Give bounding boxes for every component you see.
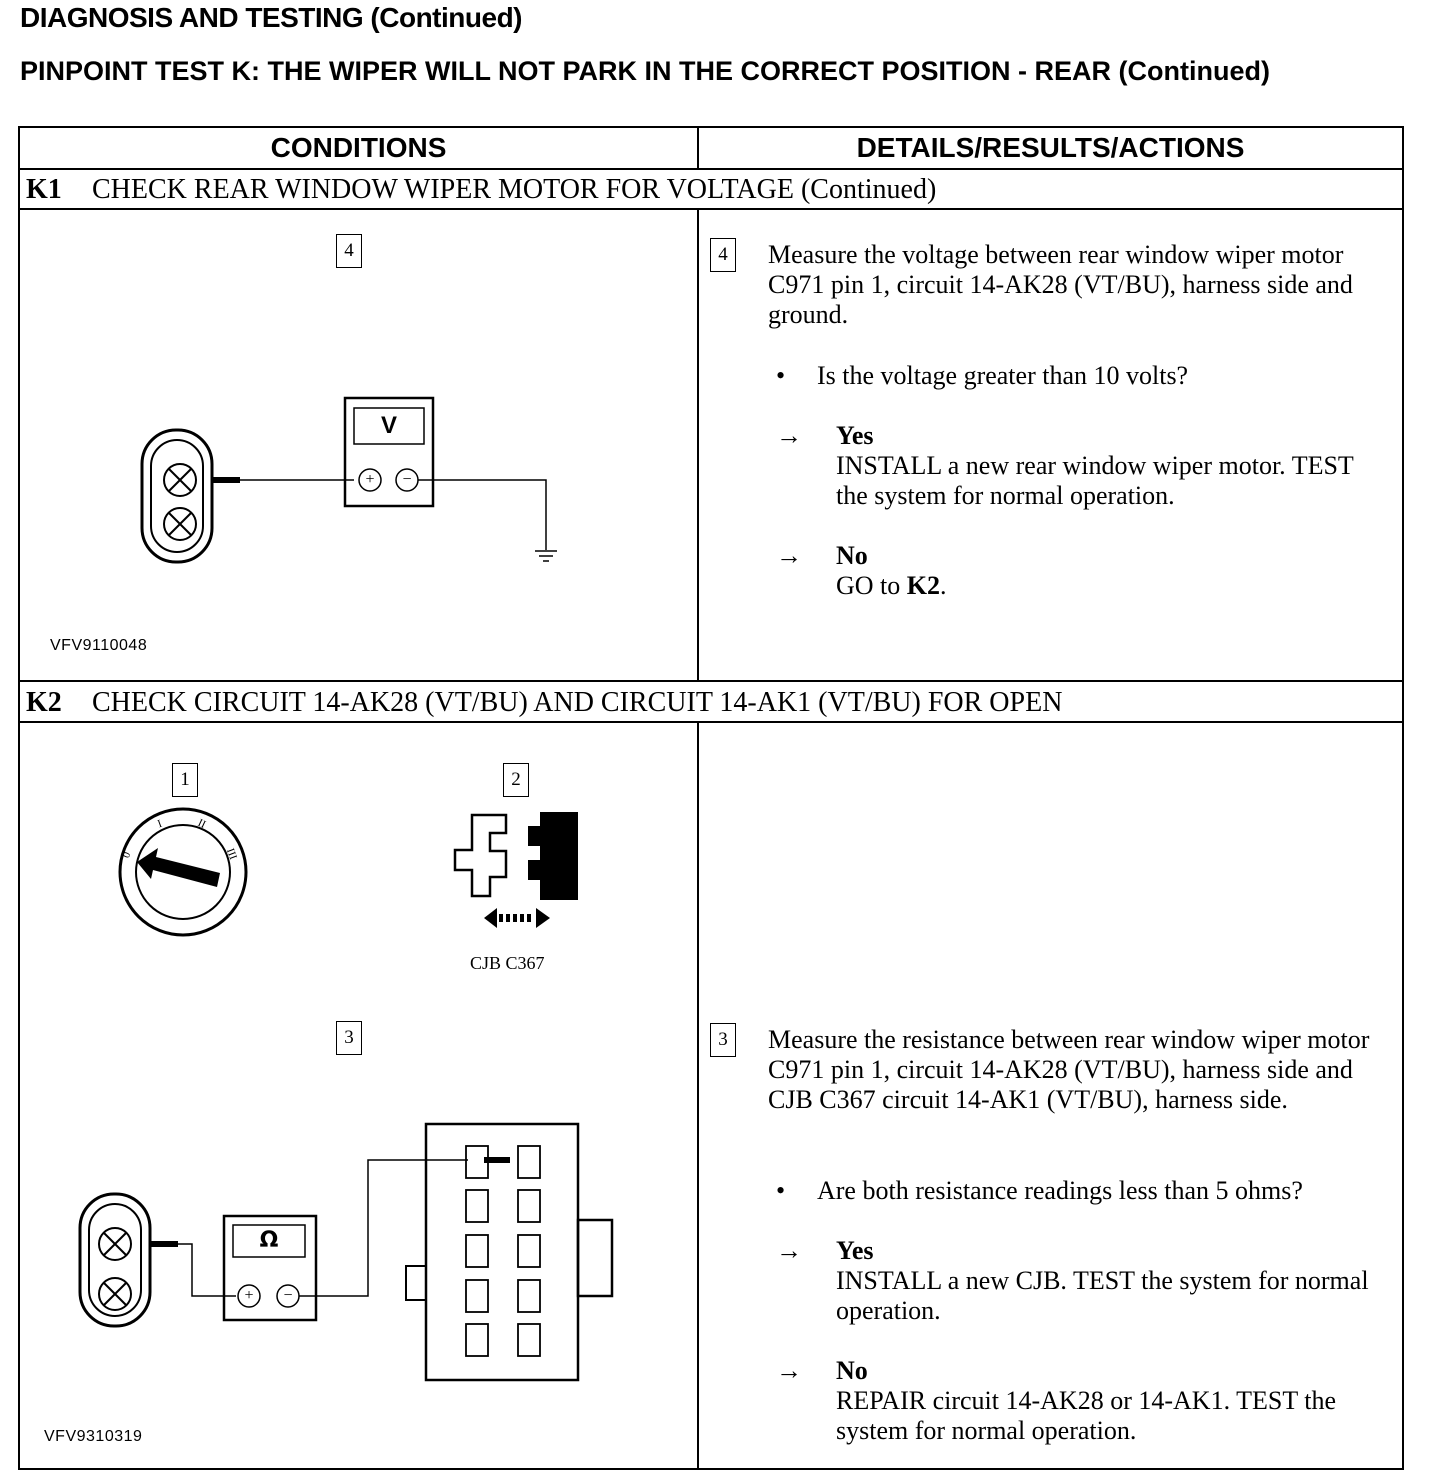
k1-figure-ref: VFV9110048 [50, 637, 148, 654]
k2-figure-step1-number: 1 [172, 763, 198, 797]
k1-step-instruction: Measure the voltage between rear window wiper motor C971 pin 1, circuit 14-AK28 (VT/BU), harness side and ground. [768, 240, 1353, 329]
k1-no-action-target[interactable]: K2 [906, 571, 941, 600]
k2-yes-arrow: → [776, 1236, 802, 1265]
k2-result-yes [836, 1236, 1376, 1326]
ohmmeter-minus-terminal: − [283, 1287, 293, 1304]
ignition-mark-0: 0 [120, 850, 134, 860]
k1-no-action-suffix: . [940, 571, 947, 600]
k2-step-id: K2 [26, 687, 62, 718]
ignition-mark-1: I [156, 817, 164, 831]
k2-question-bullet: • [776, 1176, 786, 1205]
k1-action-step-number: 4 [710, 238, 736, 272]
k2-yes-action: INSTALL a new CJB. TEST the system for normal operation. [836, 1266, 1369, 1325]
k2-step-instruction: Measure the resistance between rear window wiper motor C971 pin 1, circuit 14-AK28 (VT/BU), harness side and CJB C367 circuit 14-AK1 (VT/BU), harness side. [768, 1025, 1370, 1114]
k2-no-label: No [836, 1356, 868, 1385]
k1-no-label: No [836, 541, 868, 570]
k2-yes-label: Yes [836, 1236, 874, 1265]
ignition-mark-3: III [223, 846, 240, 862]
k2-step-heading: CHECK CIRCUIT 14-AK28 (VT/BU) AND CIRCUIT 14-AK1 (VT/BU) FOR OPEN [92, 687, 1063, 718]
ignition-switch-icon [120, 809, 246, 935]
test-title: PINPOINT TEST K: THE WIPER WILL NOT PARK IN THE CORRECT POSITION - REAR (Continued) [20, 56, 1270, 86]
k2-figure-step3-number: 3 [336, 1021, 362, 1055]
k1-question: Is the voltage greater than 10 volts? [817, 361, 1189, 390]
k2-question: Are both resistance readings less than 5 ohms? [817, 1176, 1303, 1205]
voltmeter-label: V [380, 412, 397, 439]
connector-caption: CJB C367 [470, 953, 545, 973]
ohmmeter-plus-terminal: + [244, 1287, 254, 1304]
voltmeter-plus-terminal: + [365, 471, 375, 488]
wiper-motor-connector-icon [80, 1194, 150, 1326]
k1-yes-label: Yes [836, 421, 874, 450]
column-header-conditions: CONDITIONS [270, 132, 447, 163]
k2-action-step-number: 3 [710, 1023, 736, 1057]
k2-no-action: REPAIR circuit 14-AK28 or 14-AK1. TEST the system for normal operation. [836, 1386, 1336, 1445]
ignition-mark-2: II [195, 817, 208, 831]
k2-figure-step2-number: 2 [503, 763, 529, 797]
k1-step-heading: CHECK REAR WINDOW WIPER MOTOR FOR VOLTAGE (Continued) [92, 174, 937, 205]
voltmeter-minus-terminal: − [402, 471, 412, 488]
ohmmeter-label: Ω [259, 1228, 279, 1253]
k1-step-id: K1 [26, 174, 62, 205]
page-title: DIAGNOSIS AND TESTING (Continued) [20, 2, 522, 33]
cjb-connector-icon [455, 812, 578, 928]
column-header-details: DETAILS/RESULTS/ACTIONS [856, 132, 1245, 163]
k2-no-arrow: → [776, 1356, 802, 1385]
k1-yes-action: INSTALL a new rear window wiper motor. TEST the system for normal operation. [836, 451, 1354, 510]
disconnect-arrow-icon [484, 908, 550, 928]
k1-figure-step-number: 4 [336, 234, 362, 268]
k1-question-bullet: • [776, 361, 786, 390]
k1-no-arrow: → [776, 541, 802, 570]
k2-result-no [836, 1356, 1381, 1446]
k1-yes-arrow: → [776, 421, 802, 450]
k2-figure-ref: VFV9310319 [44, 1428, 143, 1445]
k1-no-action-prefix: GO to [836, 571, 907, 600]
